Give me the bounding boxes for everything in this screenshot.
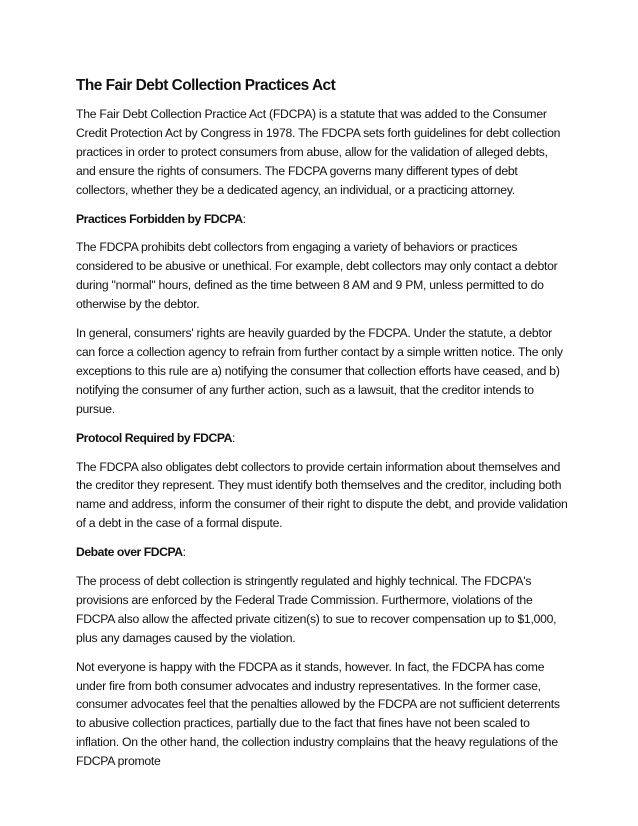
section-heading-protocol-required — [76, 429, 568, 448]
section-heading-text: Debate over FDCPA — [76, 545, 183, 560]
section-heading-colon: : — [232, 430, 236, 445]
document-page — [76, 76, 568, 781]
section-heading-text: Protocol Required by FDCPA — [76, 430, 233, 445]
section-heading-text: Practices Forbidden by FDCPA — [76, 211, 243, 226]
section-heading-practices-forbidden — [76, 210, 568, 229]
intro-paragraph: The Fair Debt Collection Practice Act (FDCPA) is a statute that was added to the Consumer Credit Protection Act by Congress in 1978. The FDCPA sets forth guidelines for debt collection practices in order to protect consumers from abuse, allow for the validation of alleged debts, and ensure the rights of consumers. The FDCPA governs many different types of debt collectors, whether they be a dedicated agency, an individual, or a practicing attorney. — [76, 107, 561, 197]
section-heading-colon: : — [182, 545, 186, 560]
section-heading-debate — [76, 543, 568, 562]
section-paragraph: The FDCPA also obligates debt collectors to provide certain information about themselves and the creditor they represent. They must identify both themselves and the creditor, including both name and address, inform the consumer of their right to dispute the debt, and provide validation of a debt in the case of a formal dispute. — [76, 459, 568, 531]
section-paragraph: In general, consumers' rights are heavily guarded by the FDCPA. Under the statute, a debtor can force a collection agency to refrain from further contact by a simple written notice. The only exceptions to this rule are a) notifying the consumer that collection efforts have ceased, and b) notifying the consumer of any further action, such as a lawsuit, that the creditor intends to pursue. — [76, 326, 563, 416]
section-paragraph: The process of debt collection is stringently regulated and highly technical. The FDCPA's provisions are enforced by the Federal Trade Commission. Furthermore, violations of the FDCPA also allow the affected private citizen(s) to sue to recover compensation up to $1,000, plus any damages caused by the violation. — [76, 574, 557, 645]
section-paragraph: The FDCPA prohibits debt collectors from engaging a variety of behaviors or practices considered to be abusive or unethical. For example, debt collectors may only contact a debtor during "normal" hours, defined as the time between 8 AM and 9 PM, unless permitted to do otherwise by the debtor. — [76, 240, 558, 312]
section-paragraph: Not everyone is happy with the FDCPA as it stands, however. In fact, the FDCPA has come under fire from both consumer advocates and industry representatives. In the former case, consumer advocates feel that the penalties allowed by the FDCPA are not sufficient deterrents to abusive collection practices, partially due to the fact that fines have not been scaled to inflation. On the other hand, the collection industry complains that the heavy regulations of the FDCPA promote — [76, 659, 560, 769]
document-title: The Fair Debt Collection Practices Act — [76, 77, 336, 94]
section-heading-colon: : — [242, 211, 246, 226]
